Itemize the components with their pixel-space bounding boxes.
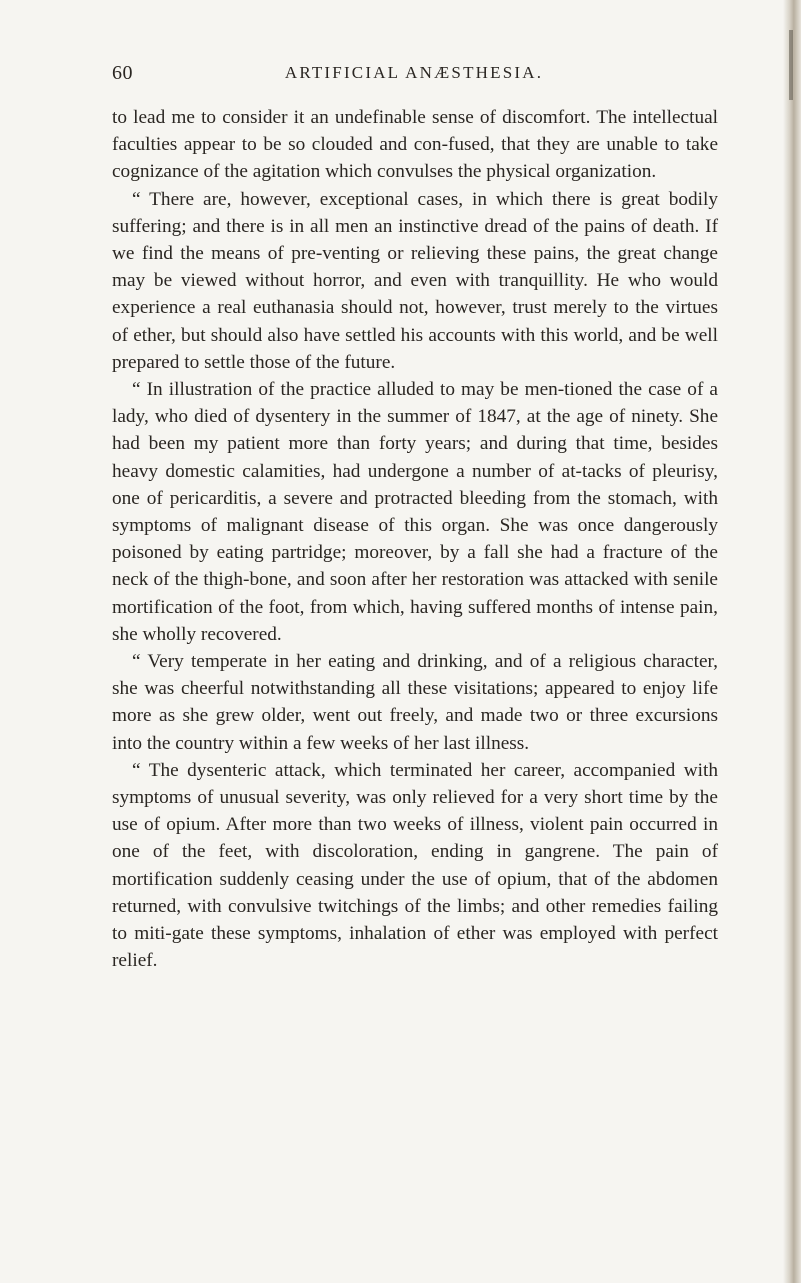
- page-header: [112, 62, 716, 86]
- paragraph: “ In illustration of the practice alluded to may be men-tioned the case of a lady, who died of dysentery in the summer of 1847, at the age of ninety. She had been my patient more than forty years; and during that time, besides heavy domestic calamities, had undergone a number of at-tacks of pleurisy, one of pericarditis, a severe and protracted bleeding from the stomach, with symptoms of malignant disease of this organ. She was once dangerously poisoned by eating partridge; moreover, by a fall she had a fracture of the neck of the thigh-bone, and soon after her restoration was attacked with senile mortification of the foot, from which, having suffered months of intense pain, she wholly recovered.: [112, 379, 718, 645]
- running-head: ARTIFICIAL ANÆSTHESIA.: [284, 63, 544, 82]
- page-number: 60: [112, 62, 133, 84]
- paragraph: “ There are, however, exceptional cases, in which there is great bodily suffering; and there is in all men an instinctive dread of the pains of death. If we find the means of pre-venting or relieving these pains, the great change may be viewed without horror, and even with tranquillity. He who would experience a real euthanasia should not, however, trust merely to the virtues of ether, but should also have settled his accounts with this world, and be well prepared to settle those of the future.: [112, 188, 718, 373]
- paragraph: “ The dysenteric attack, which terminated her career, accompanied with symptoms of unusual severity, was only relieved for a very short time by the use of opium. After more than two weeks of illness, violent pain occurred in one of the feet, with discoloration, ending in gangrene. The pain of mortification suddenly ceasing under the use of opium, that of the abdomen returned, with convulsive twitchings of the limbs; and other remedies failing to miti-gate these symptoms, inhalation of ether was employed with perfect relief.: [112, 759, 718, 972]
- paragraph: to lead me to consider it an undefinable sense of discomfort. The intellectual faculties appear to be so clouded and con-fused, that they are unable to take cognizance of the agitation which convulses the physical organization.: [112, 107, 718, 183]
- page-edge-mark: [789, 30, 793, 100]
- page-edge-shadow: [783, 0, 801, 1283]
- paragraph: “ Very temperate in her eating and drinking, and of a religious character, she was cheerful notwithstanding all these visitations; appeared to enjoy life more as she grew older, went out freely, and made two or three excursions into the country within a few weeks of her last illness.: [112, 651, 718, 754]
- body-text: [112, 104, 718, 975]
